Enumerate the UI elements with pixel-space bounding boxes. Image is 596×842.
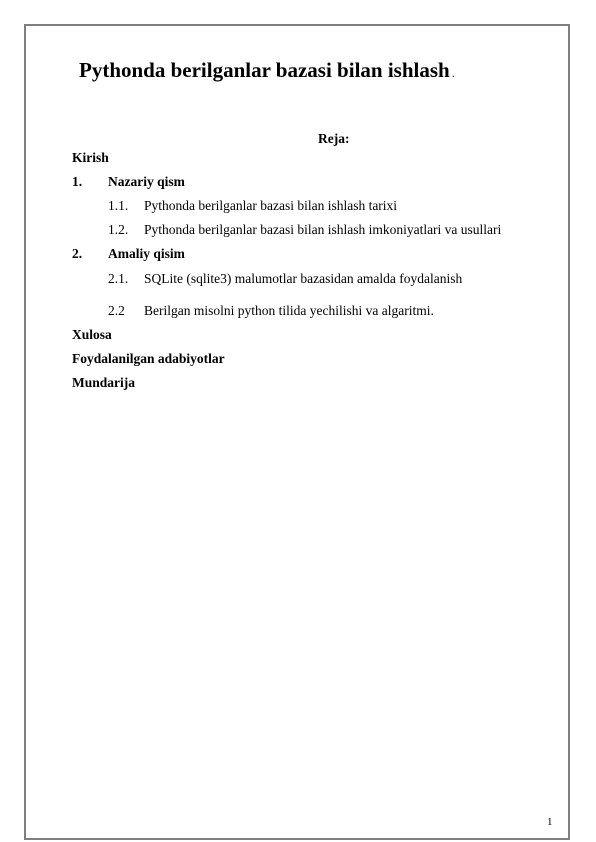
title-suffix: . [451,66,455,80]
conclusion-entry: Xulosa [72,327,112,342]
page-border [24,24,570,840]
section-2-label: Amaliy qisim [108,246,185,261]
contents-entry: Mundarija [72,375,136,390]
section-1-1-label: Pythonda berilganlar bazasi bilan ishlash tarixi [144,198,398,213]
references-entry: Foydalanilgan adabiyotlar [72,351,225,366]
document-title [79,58,455,83]
section-1-2-number: 1.2. [108,222,129,237]
title-text: Pythonda berilganlar bazasi bilan ishlash [79,58,450,82]
page-number: 1 [547,816,553,828]
section-1-number: 1. [72,174,83,189]
section-1-1-number: 1.1. [108,198,129,213]
section-2-2-label: Berilgan misolni python tilida yechilishi va algaritmi. [144,303,434,318]
section-2-1-label: SQLite (sqlite3) malumotlar bazasidan amalda foydalanish [144,271,463,286]
section-2-1-number: 2.1. [108,271,129,286]
section-2-2-number: 2.2 [108,303,125,318]
plan-heading: Reja: [318,131,350,146]
section-2-number: 2. [72,246,83,261]
section-1-2-label: Pythonda berilganlar bazasi bilan ishlash imkoniyatlari va usullari [144,222,502,237]
intro-entry: Kirish [72,150,109,165]
section-1-label: Nazariy qism [108,174,185,189]
